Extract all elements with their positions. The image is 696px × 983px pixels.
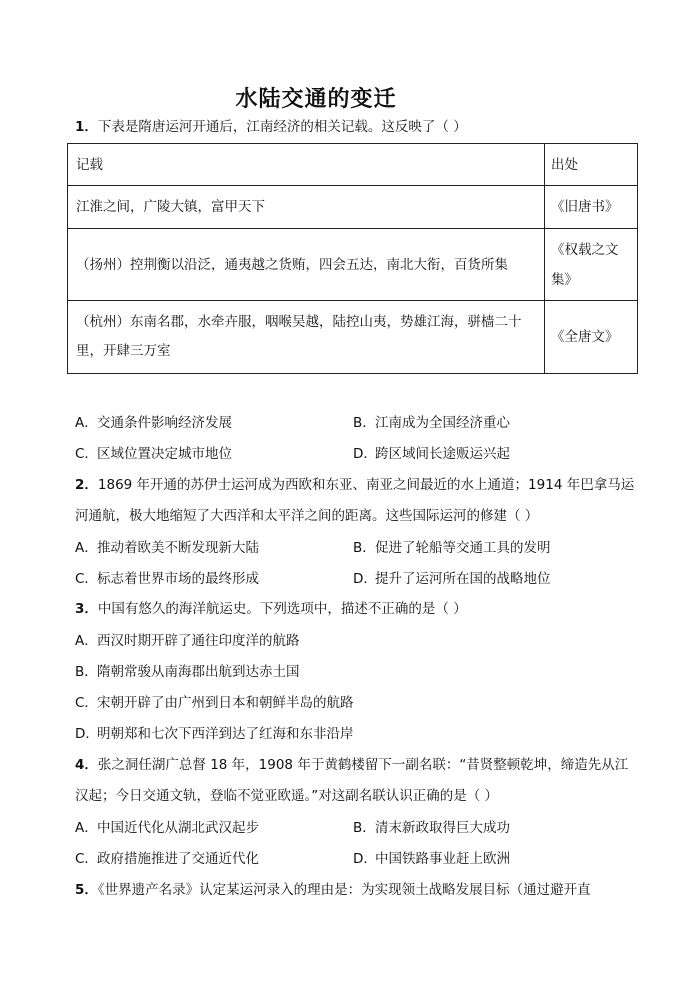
table-header-record: 记载 [68,144,545,186]
option-b[interactable]: B．清末新政取得巨大成功 [353,820,510,836]
question-number: 5． [75,882,98,898]
question-1 [75,112,635,143]
table-row [68,301,638,374]
question-4 [75,750,635,812]
question-5 [75,875,635,906]
question-stem: 《世界遗产名录》认定某运河录入的理由是：为实现领土战略发展目标（通过避开直 [97,882,591,898]
option-d[interactable]: D．跨区域间长途贩运兴起 [353,446,510,462]
option-c[interactable]: C．区域位置决定城市地位 [75,446,232,462]
question-number: 1． [75,119,98,135]
table-cell-record: 江淮之间，广陵大镇，富甲天下 [68,186,545,229]
page-title: 水陆交通的变迁 [235,87,397,112]
question-3 [75,594,635,625]
option-c[interactable]: C．宋朝开辟了由广州到日本和朝鲜半岛的航路 [75,695,354,711]
question-stem: 中国有悠久的海洋航运史。下列选项中，描述不正确的是（ ） [97,601,467,617]
records-table [67,143,638,374]
option-c[interactable]: C．政府措施推进了交通近代化 [75,851,259,867]
option-a[interactable]: A．推动着欧美不断发现新大陆 [75,540,259,556]
question-stem: 张之洞任湖广总督 18 年，1908 年于黄鹤楼留下一副名联：“昔贤整顿乾坤，缔造先从江汉起；今日交通文轨，登临不觉亚欧遥。”对这副名联认识正确的是（ ） [75,757,629,804]
table-cell-record: （杭州）东南名郡，水牵卉服，咽喉吴越，陆控山夷，势雄江海，骈樯二十里，开肆三万室 [68,301,545,374]
table-header-source: 出处 [545,144,638,186]
option-c[interactable]: C．标志着世界市场的最终形成 [75,571,259,587]
table-cell-source: 《全唐文》 [545,301,638,374]
option-a[interactable]: A．西汉时期开辟了通往印度洋的航路 [75,633,300,649]
table-cell-source: 《旧唐书》 [545,186,638,229]
option-a[interactable]: A．中国近代化从湖北武汉起步 [75,820,259,836]
question-stem: 下表是隋唐运河开通后，江南经济的相关记载。这反映了（ ） [97,119,467,135]
question-2 [75,470,635,532]
table-row [68,229,638,301]
table-cell-record: （扬州）控荆衡以沿泛，通夷越之货贿，四会五达，南北大衔，百货所集 [68,229,545,301]
question-stem: 1869 年开通的苏伊士运河成为西欧和东亚、南亚之间最近的水上通道；1914 年巴拿马运河通航，极大地缩短了大西洋和太平洋之间的距离。这些国际运河的修建（ ） [75,477,635,524]
option-d[interactable]: D．提升了运河所在国的战略地位 [353,571,551,587]
question-number: 4． [75,757,98,773]
option-d[interactable]: D．明朝郑和七次下西洋到达了红海和东非沿岸 [75,726,354,742]
option-b[interactable]: B．隋朝常骏从南海郡出航到达赤土国 [75,664,300,680]
option-b[interactable]: B．促进了轮船等交通工具的发明 [353,540,551,556]
option-d[interactable]: D．中国铁路事业赶上欧洲 [353,851,510,867]
table-cell-source: 《权载之文集》 [545,229,638,301]
question-number: 2． [75,477,98,493]
question-number: 3． [75,601,98,617]
option-b[interactable]: B．江南成为全国经济重心 [353,415,510,431]
table-row [68,186,638,229]
table-header-row [68,144,638,186]
option-a[interactable]: A．交通条件影响经济发展 [75,415,232,431]
